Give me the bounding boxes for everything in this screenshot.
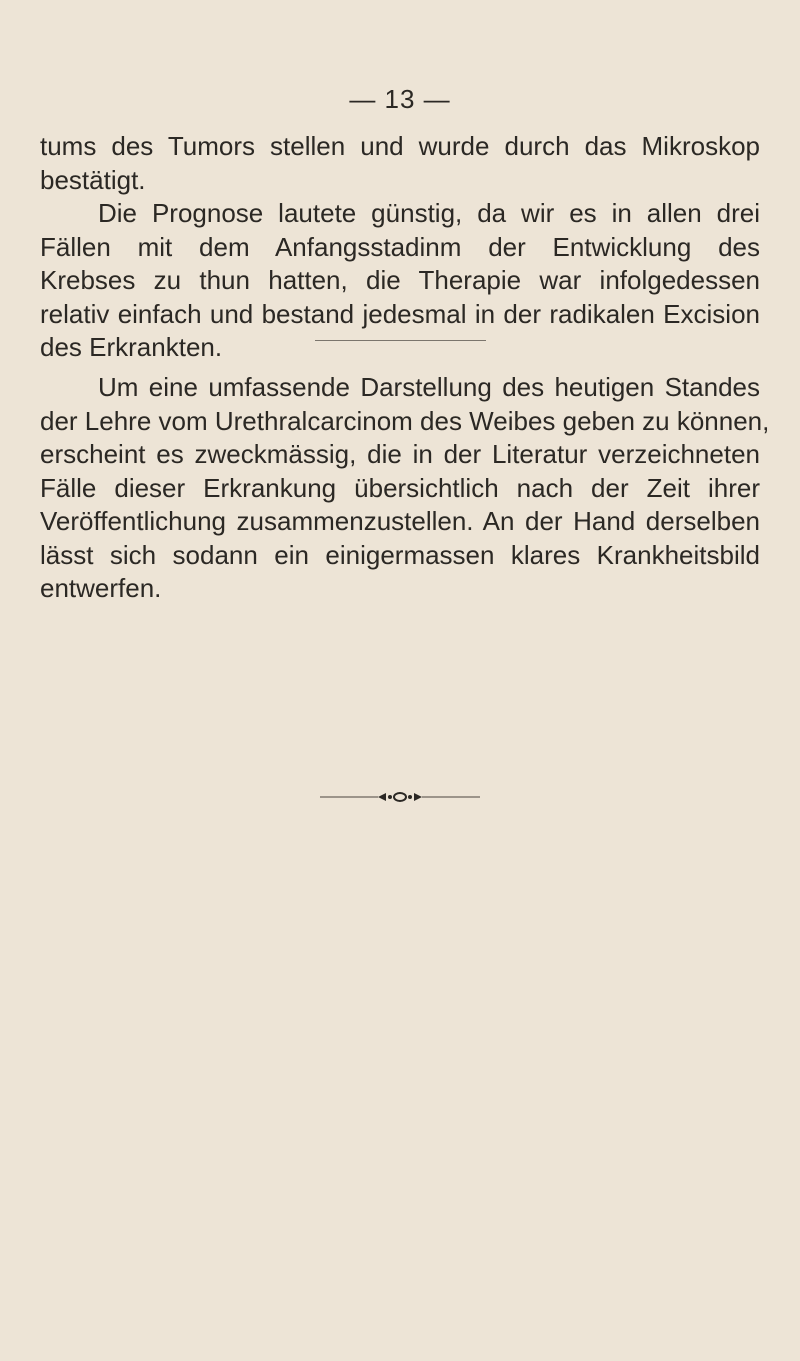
- text-line: Veröffentlichung zusammenzustellen. An der Hand derselben: [40, 506, 760, 536]
- page-number: — 13 —: [349, 84, 451, 114]
- text-line: entwerfen.: [40, 573, 162, 603]
- paragraph-prognosis: [40, 130, 760, 365]
- text-line: bestätigt.: [40, 164, 146, 195]
- text-line: relativ einfach und bestand jedesmal in der radikalen Excision: [40, 298, 760, 329]
- text-line: Fällen mit dem Anfangsstadinm der Entwicklung des: [40, 231, 760, 262]
- text-line: der Lehre vom Urethralcarcinom des Weibes geben zu können,: [40, 405, 770, 436]
- text-line: lässt sich sodann ein einigermassen klares Krankheitsbild: [40, 539, 760, 570]
- text-line: tums des Tumors stellen und wurde durch das Mikroskop: [40, 131, 760, 161]
- text-line: Um eine umfassende Darstellung des heutigen Standes: [98, 372, 760, 402]
- text-line: Krebses zu thun hatten, die Therapie war infolgedessen: [40, 265, 760, 295]
- text-line: Fälle dieser Erkrankung übersichtlich nach der Zeit ihrer: [40, 472, 760, 503]
- text-line: Die Prognose lautete günstig, da wir es in allen drei: [98, 198, 760, 228]
- section-divider: [315, 340, 486, 341]
- end-ornament-icon: [320, 790, 480, 804]
- text-line: erscheint es zweckmässig, die in der Literatur verzeichneten: [40, 439, 760, 469]
- paragraph-overview: [40, 371, 770, 606]
- text-line: des Erkrankten.: [40, 332, 223, 362]
